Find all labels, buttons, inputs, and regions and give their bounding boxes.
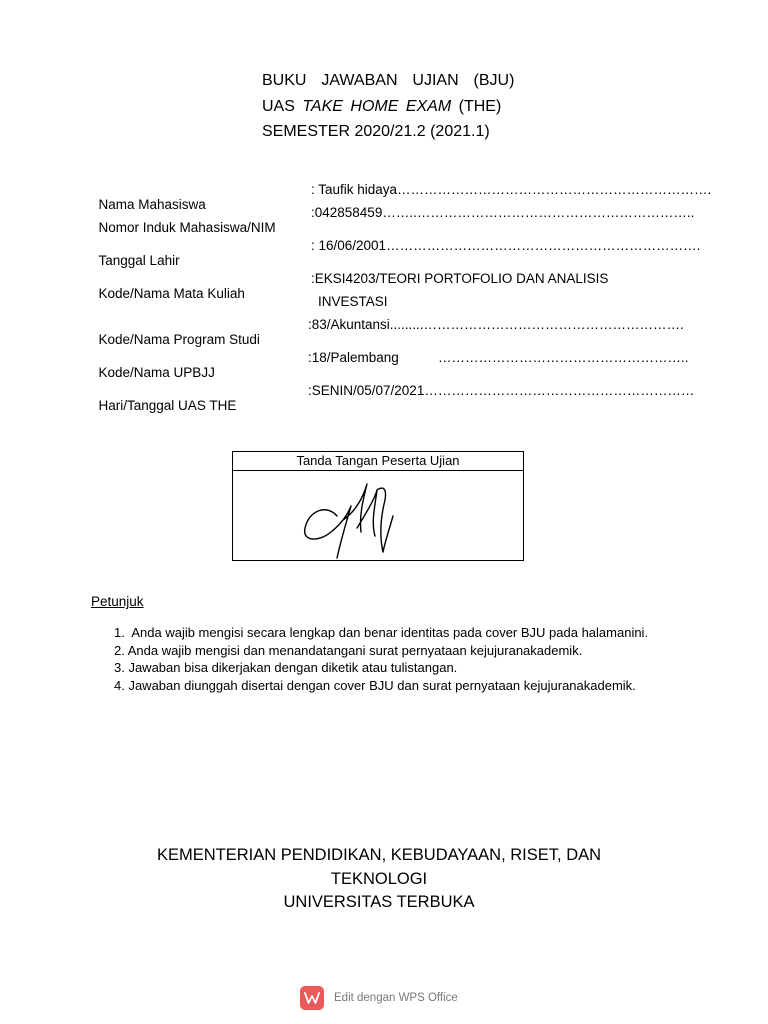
field-row-tanggal-lahir xyxy=(91,238,317,268)
field-row-nim xyxy=(91,205,317,235)
field-row-upbjj xyxy=(91,350,317,380)
title-line-2-prefix: UAS xyxy=(262,97,303,115)
field-value-hari-tanggal: :SENIN/05/07/2021…………………………………………………… xyxy=(308,383,695,398)
instruction-item: 3. Jawaban bisa dikerjakan dengan diketik atau tulistangan. xyxy=(114,660,458,675)
field-value-upbjj: :18/Palembang xyxy=(308,350,399,365)
title-line-3: SEMESTER 2020/21.2 (2021.1) xyxy=(262,123,490,140)
field-value-tanggal-lahir: : 16/06/2001……………………………………………………………. xyxy=(311,238,701,253)
field-label-program-studi: Kode/Nama Program Studi xyxy=(98,332,260,347)
instructions-list xyxy=(114,624,648,694)
field-label-mata-kuliah: Kode/Nama Mata Kuliah xyxy=(98,286,245,301)
title-line-2-suffix: (THE) xyxy=(451,97,502,115)
instructions-title: Petunjuk xyxy=(91,594,144,609)
field-value-nim: :042858459……..…………………………………………………….. xyxy=(311,205,695,220)
field-row-program-studi xyxy=(91,317,317,347)
wps-logo-icon xyxy=(300,986,324,1010)
field-label-upbjj: Kode/Nama UPBJJ xyxy=(98,365,215,380)
field-value-program-studi: :83/Akuntansi.........…………………………………………………. xyxy=(308,317,684,332)
footer-line-2: TEKNOLOGI xyxy=(330,869,428,888)
title-line-2-italic: TAKE HOME EXAM xyxy=(302,97,452,115)
instruction-item: 1. Anda wajib mengisi secara lengkap dan benar identitas pada cover BJU pada halamanini. xyxy=(114,625,649,640)
wps-edit-label[interactable]: Edit dengan WPS Office xyxy=(334,992,458,1004)
signature-box-header: Tanda Tangan Peserta Ujian xyxy=(233,452,523,471)
title-line-2 xyxy=(262,94,514,120)
wps-edit-badge[interactable] xyxy=(300,985,458,1011)
field-label-tanggal-lahir: Tanggal Lahir xyxy=(98,253,180,268)
instruction-item: 4. Jawaban diunggah disertai dengan cover BJU dan surat pernyataan kejujuranakademik. xyxy=(114,677,636,693)
field-row-mata-kuliah xyxy=(91,271,317,301)
footer-line-1: KEMENTERIAN PENDIDIKAN, KEBUDAYAAN, RISET, DAN xyxy=(156,846,602,864)
field-row-hari-tanggal xyxy=(91,383,317,413)
field-label-nama: Nama Mahasiswa xyxy=(98,197,206,212)
field-label-nim: Nomor Induk Mahasiswa/NIM xyxy=(98,220,276,235)
footer-line-3: UNIVERSITAS TERBUKA xyxy=(283,893,475,911)
wps-w-glyph-icon xyxy=(304,992,320,1004)
institution-footer xyxy=(0,844,758,915)
field-value-mata-kuliah: :EKSI4203/TEORI PORTOFOLIO DAN ANALISIS xyxy=(311,271,609,286)
document-title xyxy=(262,68,514,145)
title-line-1: BUKU JAWABAN UJIAN (BJU) xyxy=(262,72,515,89)
field-value-upbjj-dots: ……………………………………………….. xyxy=(438,350,689,365)
signature-box xyxy=(232,451,524,561)
instruction-item: 2. Anda wajib mengisi dan menandatangani surat pernyataan kejujuranakademik. xyxy=(114,642,583,658)
field-value-mata-kuliah-line2: INVESTASI xyxy=(318,294,388,309)
field-value-nama: : Taufik hidaya……………………………………………………………. xyxy=(311,182,712,197)
field-label-hari-tanggal: Hari/Tanggal UAS THE xyxy=(98,398,237,413)
handwritten-signature xyxy=(297,476,417,562)
